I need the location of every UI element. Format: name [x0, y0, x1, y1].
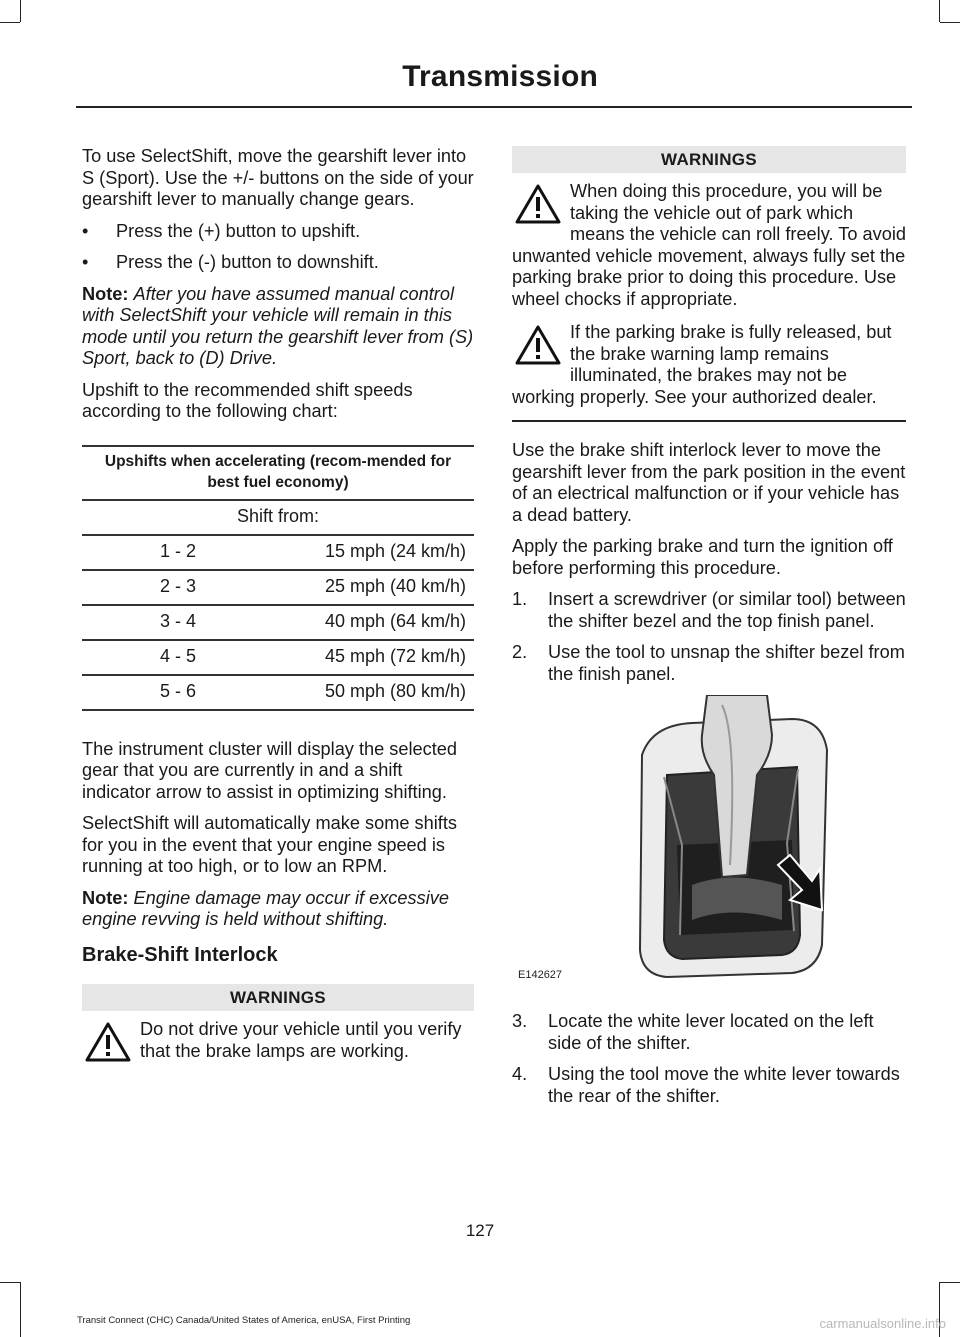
table-row	[82, 535, 474, 570]
footer-text: Transit Connect (CHC) Canada/United States of America, enUSA, First Printing	[77, 1315, 411, 1326]
crop-mark	[940, 1282, 960, 1283]
step-item	[512, 642, 906, 685]
table-subheader-row	[82, 500, 474, 535]
warning-text: Do not drive your vehicle until you verify that the brake lamps are working.	[140, 1019, 462, 1061]
table-row	[82, 640, 474, 675]
table-row	[82, 570, 474, 605]
warnings-bar: WARNINGS	[82, 984, 474, 1011]
upshift-intro: Upshift to the recommended shift speeds according to the following chart:	[82, 379, 413, 421]
crop-mark	[939, 0, 940, 22]
step-text: Use the tool to unsnap the shifter bezel from the finish panel.	[548, 642, 905, 684]
watermark[interactable]: carmanualsonline.info	[819, 1316, 946, 1331]
step-number: 4.	[512, 1064, 528, 1084]
cluster-paragraph: The instrument cluster will display the selected gear that you are currently in and a shift indicator arrow to assist in optimizing shifting.	[82, 738, 458, 802]
warning-triangle-icon	[514, 324, 562, 366]
header-rule	[76, 106, 912, 108]
crop-mark	[940, 22, 960, 23]
warning-item	[512, 322, 906, 408]
table-subheader: Shift from:	[82, 500, 474, 535]
steps-list	[512, 589, 906, 685]
warning-text: If the parking brake is fully released, but the brake warning lamp remains illuminated, the brakes may not be working properly. See your authorized dealer.	[512, 322, 892, 407]
shifter-figure	[512, 695, 906, 995]
figure-id: E142627	[518, 969, 563, 981]
note-text: After you have assumed manual control with SelectShift your vehicle will remain in this mode until you return the gearshift lever from (S) Sport, back to (D) Drive.	[82, 283, 474, 368]
note-manual-control	[82, 284, 474, 370]
warning-triangle-icon	[514, 183, 562, 225]
speed-cell: 15 mph (24 km/h)	[274, 535, 474, 570]
warning-triangle-icon	[84, 1021, 132, 1063]
speed-cell: 50 mph (80 km/h)	[274, 675, 474, 710]
step-number: 2.	[512, 642, 528, 662]
note-engine-damage	[82, 888, 474, 931]
step-text: Insert a screwdriver (or similar tool) between the shifter bezel and the top finish panel.	[548, 589, 906, 631]
step-item	[512, 1011, 906, 1054]
upshift-table	[82, 445, 474, 711]
gear-cell: 2 - 3	[82, 570, 274, 605]
crop-mark	[0, 1282, 20, 1283]
gear-cell: 5 - 6	[82, 675, 274, 710]
step-number: 3.	[512, 1011, 528, 1031]
crop-mark	[20, 0, 21, 22]
interlock-paragraph: Use the brake shift interlock lever to move the gearshift lever from the park position in the event of an electrical malfunction or if your vehicle has a dead battery.	[512, 440, 906, 525]
note-label: Note:	[82, 283, 129, 304]
speed-cell: 40 mph (64 km/h)	[274, 605, 474, 640]
warnings-end-rule	[512, 420, 906, 422]
gear-cell: 3 - 4	[82, 605, 274, 640]
table-title: Upshifts when accelerating (recom-mended for best fuel economy)	[82, 446, 474, 500]
step-item	[512, 1064, 906, 1107]
shift-bullet-list	[82, 221, 474, 274]
step-item	[512, 589, 906, 632]
intro-paragraph: To use SelectShift, move the gearshift lever into S (Sport). Use the +/- buttons on the side of your gearshift lever to manually change gears.	[82, 146, 474, 209]
table-header-row	[82, 446, 474, 500]
warning-text: When doing this procedure, you will be taking the vehicle out of park which means the vehicle can roll freely. To avoid unwanted vehicle movement, always fully set the parking brake prior to doing this procedure. Use wheel chocks if appropriate.	[512, 181, 906, 309]
note-label: Note:	[82, 887, 129, 908]
warnings-bar: WARNINGS	[512, 146, 906, 173]
section-heading: Brake-Shift Interlock	[82, 943, 278, 966]
gear-cell: 4 - 5	[82, 640, 274, 675]
speed-cell: 25 mph (40 km/h)	[274, 570, 474, 605]
steps-list	[512, 1011, 906, 1107]
note-text: Engine damage may occur if excessive engine revving is held without shifting.	[82, 887, 449, 929]
step-text: Using the tool move the white lever towards the rear of the shifter.	[548, 1064, 900, 1106]
crop-mark	[0, 22, 20, 23]
page-title: Transmission	[402, 60, 598, 93]
step-number: 1.	[512, 589, 528, 609]
speed-cell: 45 mph (72 km/h)	[274, 640, 474, 675]
shifter-illustration	[622, 695, 852, 985]
table-row	[82, 605, 474, 640]
left-column	[82, 146, 474, 1074]
step-text: Locate the white lever located on the left side of the shifter.	[548, 1011, 874, 1053]
right-column	[512, 146, 906, 1117]
table-row	[82, 675, 474, 710]
warning-item	[82, 1019, 474, 1062]
auto-shift-paragraph: SelectShift will automatically make some shifts for you in the event that your engine speed is running at too high, or to low an RPM.	[82, 813, 458, 876]
bullet-item: • Press the (-) button to downshift.	[82, 252, 474, 274]
gear-cell: 1 - 2	[82, 535, 274, 570]
crop-mark	[20, 1282, 21, 1337]
bullet-item: • Press the (+) button to upshift.	[82, 221, 474, 243]
page-number: 127	[465, 1221, 495, 1240]
warning-item	[512, 181, 906, 310]
parking-brake-paragraph: Apply the parking brake and turn the ignition off before performing this procedure.	[512, 536, 893, 578]
